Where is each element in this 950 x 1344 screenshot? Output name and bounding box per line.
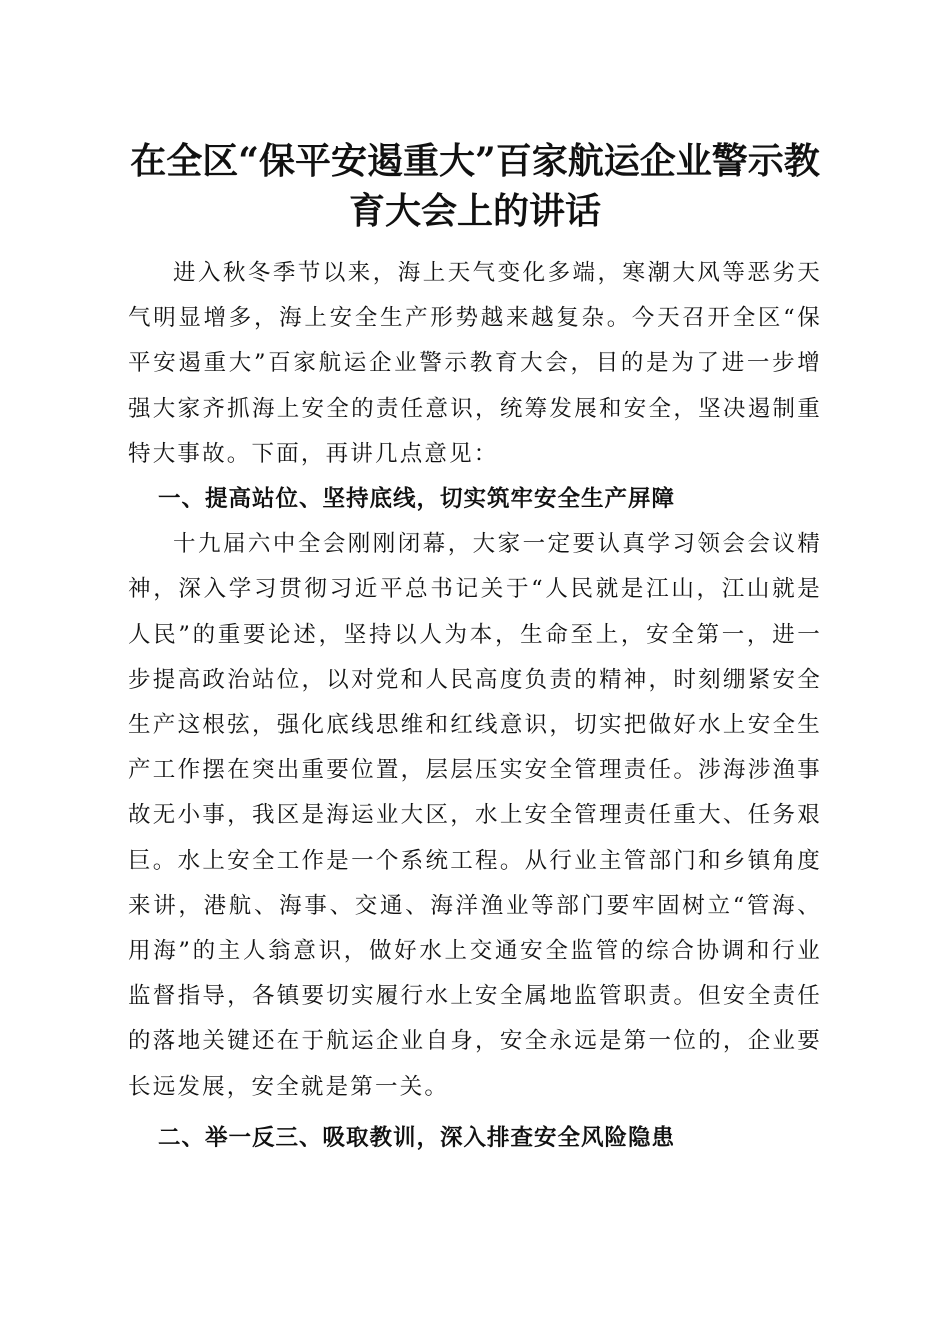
section-1-paragraph: 十九届六中全会刚刚闭幕，大家一定要认真学习领会会议精神，深入学习贯彻习近平总书记关于“人民就是江山，江山就是人民”的重要论述，坚持以人为本，生命至上，安全第一，进一步提高政治站位，以对党和人民高度负责的精神，时刻绷紧安全生产这根弦，强化底线思维和红线意识，切实把做好水上安全生产工作摆在突出重要位置，层层压实安全管理责任。涉海涉渔事故无小事，我区是海运业大区，水上安全管理责任重大、任务艰巨。水上安全工作是一个系统工程。从行业主管部门和乡镇角度来讲，港航、海事、交通、海洋渔业等部门要牢固树立“管海、用海”的主人翁意识，做好水上交通安全监管的综合协调和行业监督指导，各镇要切实履行水上安全属地监管职责。但安全责任的落地关键还在于航运企业自身，安全永远是第一位的，企业要长远发展，安全就是第一关。: [128, 531, 822, 1100]
title-line-1: 在全区“保平安遏重大”百家航运企业警示教: [130, 140, 820, 182]
intro-paragraph: 进入秋冬季节以来，海上天气变化多端，寒潮大风等恶劣天气明显增多，海上安全生产形势越来越复杂。今天召开全区“保平安遏重大”百家航运企业警示教育大会，目的是为了进一步增强大家齐抓海上安全的责任意识，统筹发展和安全，坚决遏制重特大事故。下面，再讲几点意见：: [128, 260, 822, 467]
document-body: [128, 251, 822, 1161]
title-line-2: 育大会上的讲话: [348, 190, 601, 232]
document-title: [110, 136, 840, 236]
section-heading-2: 二、举一反三、吸取教训，深入排查安全风险隐患: [158, 1124, 676, 1151]
section-heading-1: 一、提高站位、坚持底线，切实筑牢安全生产屏障: [158, 486, 676, 513]
